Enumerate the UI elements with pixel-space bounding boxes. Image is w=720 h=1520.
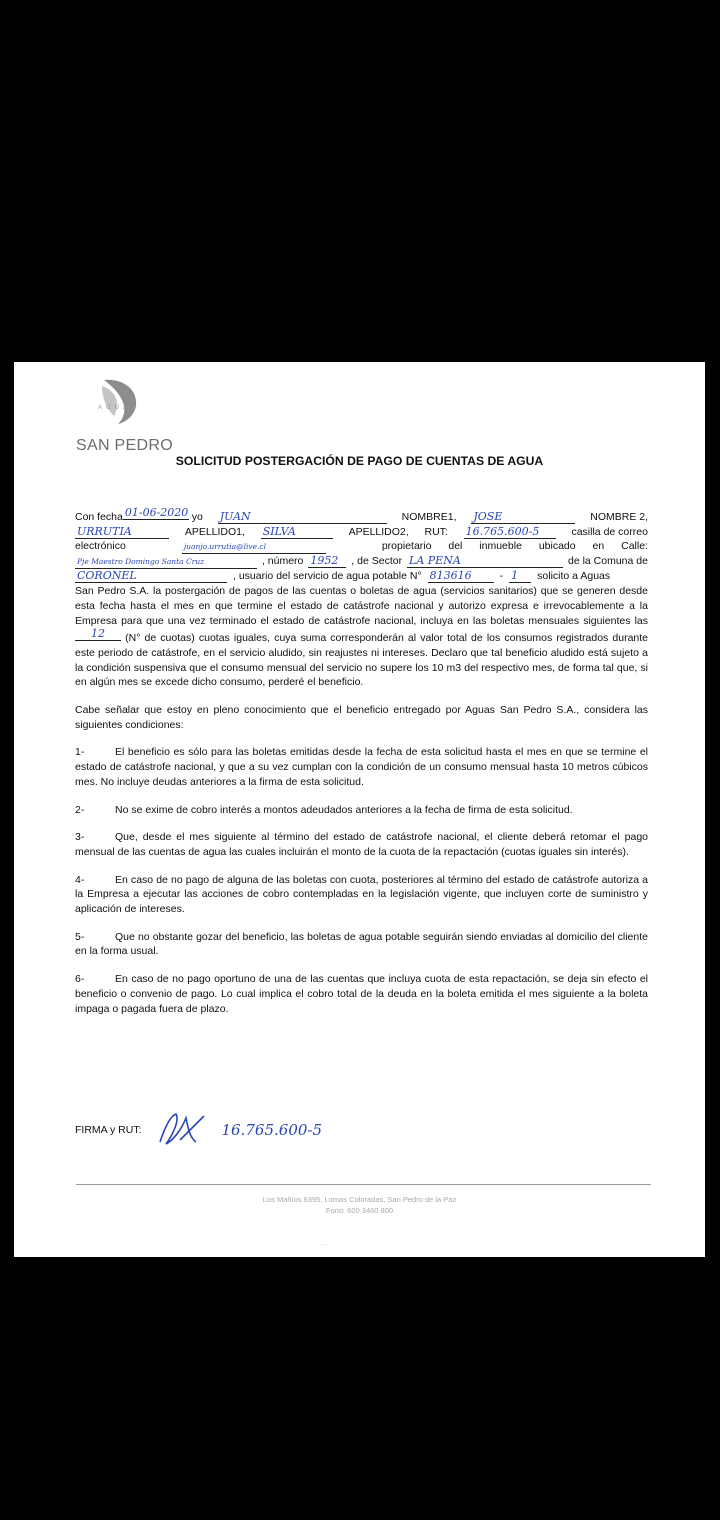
page-mark: ···· <box>321 1242 329 1248</box>
condition-item: 6- En caso de no pago oportuno de una de las cuentas que incluya cuota de esta repactación, se deja sin efecto el beneficio o convenio de pago. Lo cual implica el cobro total de la deuda en la boleta emitida el mes siguiente a la boleta impaga o pagada fuera de plazo. <box>75 973 648 1015</box>
intro-paragraph: Cabe señalar que estoy en pleno conocimiento que el beneficio entregado por Aguas San Pedro S.A., considera las siguientes condiciones: <box>75 704 648 731</box>
document-page <box>14 362 705 1257</box>
solicito-text: solicito a Aguas <box>537 570 611 583</box>
water-drop-logo-icon <box>98 376 144 426</box>
rut-label: RUT: <box>424 525 448 538</box>
document-title: SOLICITUD POSTERGACIÓN DE PAGO DE CUENTAS DE AGUA <box>175 454 544 468</box>
calle-field[interactable]: Pje Maestro Domingo Santa Cruz <box>75 556 257 569</box>
servicio-field[interactable]: 813616 <box>428 570 494 583</box>
nombre2-label: NOMBRE 2, <box>590 511 648 523</box>
footer-divider <box>76 1184 651 1185</box>
servicio-label: , usuario del servicio de agua potable N° <box>233 570 422 583</box>
signature-label: FIRMA y RUT: <box>75 1124 142 1136</box>
condition-item: 1- El beneficio es sólo para las boletas emitidas desde la fecha de esta solicitud hasta el mes en que se termine el estado de catástrofe nacional, y que a su vez cumplan con la condición de un consumo mensual hasta 10 metros cúbicos mes. No incluye deudas anteriores a la firma de esta solicitud. <box>75 746 648 788</box>
apellido2-field[interactable]: SILVA <box>261 526 333 539</box>
sector-field[interactable]: LA PEÑA <box>407 555 563 568</box>
form-line-5: CORONEL , usuario del servicio de agua potable N° 813616 - 1 solicito a Aguas <box>77 570 611 583</box>
numero-field[interactable]: 1952 <box>308 555 346 568</box>
fecha-label: Con fecha <box>75 511 123 523</box>
signature-rut: 16.765.600-5 <box>221 1121 323 1139</box>
form-line-2 <box>75 525 648 540</box>
form-line-4 <box>75 554 648 569</box>
form-line-1 <box>75 507 648 525</box>
condition-item: 3- Que, desde el mes siguiente al término del estado de catástrofe nacional, el cliente deberá retomar el pago mensual de las cuentas de agua las cuales incluirán el monto de la cuota de la repactación (cuotas iguales sin interés). <box>75 831 648 858</box>
footer <box>14 1194 705 1216</box>
condition-item: 4- En caso de no pago de alguna de las boletas con cuota, posteriores al término del estado de catástrofe autoriza a la Empresa a ejecutar las acciones de cobro contempladas en la legislación vigente, que incluyen corte de suministro y aplicación de intereses. <box>75 873 648 916</box>
handwritten-signature-icon <box>156 1110 208 1150</box>
numero-label: , número <box>261 555 304 568</box>
signature-block <box>75 1110 322 1150</box>
paragraph-part-a: San Pedro S.A. la postergación de pagos de las cuentas o boletas de agua (servicios sanitarios) que se generen desde esta fecha hasta el mes en que termine el estado de catástrofe nacional y autorizo expresa e irrevocablemente a la Empresa para que una vez terminado el estado de catástrofe nacional, incluya en las boletas mensuales siguientes las <box>75 585 648 627</box>
nombre1-field[interactable]: JUAN <box>218 511 387 524</box>
apellido1-field[interactable]: URRUTIA <box>75 526 169 539</box>
nombre2-field[interactable]: JOSE <box>471 511 575 524</box>
rut-field[interactable]: 16.765.600-5 <box>464 526 556 539</box>
cuotas-field[interactable]: 12 <box>75 628 121 641</box>
comuna-field[interactable]: CORONEL <box>75 570 227 583</box>
footer-phone: Fono: 600 3460 800 <box>325 1206 394 1215</box>
servicio-dv-field[interactable]: 1 <box>509 570 531 583</box>
fecha-field[interactable]: 01-06-2020 <box>124 507 189 519</box>
apellido2-label: APELLIDO2, <box>348 525 409 538</box>
logo-tagline: AGUAS <box>98 405 140 411</box>
footer-address: Los Mañíos 6395, Lomas Coloradas, San Pedro de la Paz <box>262 1195 457 1204</box>
electronico-label: electrónico <box>75 540 126 553</box>
nombre1-label: NOMBRE1, <box>401 511 457 523</box>
comuna-label: de la Comuna de <box>567 555 648 568</box>
apellido1-label: APELLIDO1, <box>184 525 245 538</box>
correo-label: casilla de correo <box>571 525 648 538</box>
sector-label: , de Sector <box>351 555 403 568</box>
main-paragraph <box>75 584 648 690</box>
yo-label: yo <box>191 511 203 523</box>
paragraph-part-b: (N° de cuotas) cuotas iguales, cuya suma corresponderán al valor total de los consumos registrados durante este periodo de catástrofe, en el servicio aludido, sin reajustes ni intereses. Declaro que tal beneficio aludido está sujeto a la condición suspensiva que el consumo mensual del servicio no supere los 10 m3 del respectivo mes, de forma tal que, si en algún mes se excede dicho consumo, perderé el beneficio. <box>75 632 649 689</box>
condition-item: 2- No se exime de cobro interés a montos adeudados anteriores a la fecha de firma de esta solicitud. <box>75 803 573 816</box>
condition-item: 5- Que no obstante gozar del beneficio, las boletas de agua potable seguirán siendo enviadas al domicilio del cliente en la forma usual. <box>75 930 648 958</box>
logo-name: SAN PEDRO <box>76 437 173 454</box>
form-line-3 <box>75 539 648 554</box>
company-logo <box>76 376 176 454</box>
email-field[interactable]: juanjo.urrutia@live.cl <box>182 541 326 554</box>
document-body <box>75 507 648 1029</box>
propietario-text: propietario del inmueble ubicado en Calle: <box>381 540 648 553</box>
